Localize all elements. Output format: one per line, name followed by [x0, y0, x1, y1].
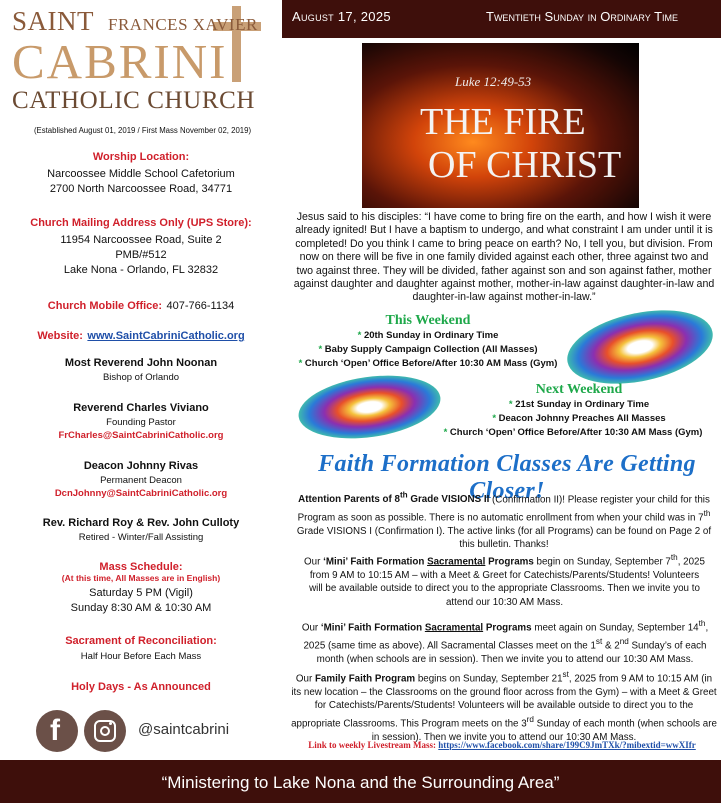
- worship-line2: 2700 North Narcoossee Road, 34771: [49, 183, 233, 195]
- clergy-title: Founding Pastor: [106, 417, 176, 428]
- clergy-deacon: [0, 459, 282, 500]
- facebook-icon[interactable]: f: [36, 710, 78, 752]
- holy-days-text: Holy Days - As Announced: [71, 681, 211, 693]
- logo-cabrini: CABRINI: [12, 34, 228, 89]
- ff-paragraph-1: Attention Parents of 8th Grade VISIONS II (Confirmation II)! Please register your child for this Program as soon as possible. There is no automatic enrollment from when your child was in 7th Grade VISIONS I (Confirmation I). The active links (for all Programs) can be found on Page 2 of this bulletin. Thanks!: [296, 491, 712, 551]
- liturgical-sunday: Twentieth Sunday in Ordinary Time: [486, 9, 679, 24]
- worship-section: [0, 151, 282, 197]
- list-item: * Deacon Johnny Preaches All Masses: [492, 413, 666, 424]
- mailing-line3: Lake Nona - Orlando, FL 32832: [63, 264, 219, 276]
- clergy-name: Reverend Charles Viviano: [73, 402, 209, 414]
- list-item: * Church ‘Open’ Office Before/After 10:30 AM Mass (Gym): [443, 427, 703, 438]
- holy-days: [0, 681, 282, 693]
- mass-line2: Sunday 8:30 AM & 10:30 AM: [70, 602, 212, 614]
- clergy-pastor: [0, 401, 282, 442]
- swirl-graphic: [295, 367, 445, 446]
- list-item: * 21st Sunday in Ordinary Time: [508, 399, 650, 410]
- this-weekend-heading: This Weekend: [385, 313, 471, 328]
- mass-note: (At this time, All Masses are in English): [61, 573, 221, 583]
- website-label: Website:: [37, 330, 83, 342]
- list-item: * Church ‘Open’ Office Before/After 10:30 AM Mass (Gym): [298, 358, 558, 369]
- mailing-heading: Church Mailing Address Only (UPS Store):: [30, 217, 252, 229]
- website-link[interactable]: www.SaintCabriniCatholic.org: [87, 330, 245, 342]
- social-handle[interactable]: @saintcabrini: [138, 721, 230, 738]
- bulletin-date: August 17, 2025: [292, 9, 391, 24]
- mobile-office: [0, 296, 282, 314]
- livestream-link[interactable]: https://www.facebook.com/share/199C9JmTXk/?mibextid=wwXIfr: [438, 740, 696, 750]
- clergy-name: Deacon Johnny Rivas: [83, 460, 199, 472]
- mobile-label: Church Mobile Office:: [47, 300, 163, 312]
- reconciliation-text: Half Hour Before Each Mass: [80, 651, 202, 662]
- clergy-email[interactable]: DcnJohnny@SaintCabriniCatholic.org: [54, 488, 228, 499]
- list-item: * Baby Supply Campaign Collection (All Masses): [318, 344, 538, 355]
- livestream-row: [287, 740, 717, 750]
- clergy-title: Retired - Winter/Fall Assisting: [78, 532, 204, 543]
- faith-formation-title: Faith Formation Classes Are Getting Closer!: [318, 451, 696, 504]
- reconciliation: [0, 635, 282, 663]
- next-weekend-block: [440, 382, 718, 440]
- banner-title-line2: OF CHRIST: [428, 144, 622, 186]
- worship-line1: Narcoossee Middle School Cafetorium: [47, 168, 235, 180]
- mobile-number[interactable]: 407-766-1134: [166, 300, 235, 312]
- website-row: [0, 326, 282, 344]
- mailing-section: [0, 217, 282, 278]
- clergy-retired: [0, 516, 282, 544]
- clergy-name: Most Reverend John Noonan: [64, 357, 218, 369]
- ff-paragraph-3: Our ‘Mini’ Faith Formation Sacramental Programs meet again on Sunday, September 14th, 2025 (same time as above). All Sacramental Classes meet on the 1st & 2nd Sunday’s of each month (when schools are in session). Then we invite you to attend our 10:30 AM Mass.: [301, 619, 709, 665]
- list-item: * 20th Sunday in Ordinary Time: [357, 330, 499, 341]
- mailing-line1: 11954 Narcoossee Road, Suite 2: [60, 234, 222, 246]
- clergy-bishop: [0, 356, 282, 384]
- clergy-title: Permanent Deacon: [100, 475, 182, 486]
- clergy-name: Rev. Richard Roy & Rev. John Culloty: [42, 517, 240, 529]
- mailing-line2: PMB/#512: [115, 249, 167, 261]
- logo-frances-xavier: FRANCES XAVIER: [108, 15, 258, 34]
- clergy-title: Bishop of Orlando: [102, 372, 180, 383]
- clergy-email[interactable]: FrCharles@SaintCabriniCatholic.org: [58, 430, 224, 441]
- reconciliation-heading: Sacrament of Reconciliation:: [65, 635, 217, 647]
- next-weekend-heading: Next Weekend: [535, 382, 623, 397]
- worship-heading: Worship Location:: [92, 151, 190, 163]
- banner-title-line1: THE FIRE: [420, 101, 586, 143]
- instagram-icon[interactable]: [84, 710, 126, 752]
- gospel-text: Jesus said to his disciples: “I have come to bring fire on the earth, and how I wish it were already ignited! But I have a baptism to undergo, and what constraint I am under until it is completed! Do you think I came to bring peace on earth? No, I tell you, but division. From now on there will be five in one family divided against each other, three against two and two against three. They will be divided, father against son and son against father, mother against daughter and daughter against mother, mother-in-law against daughter-in-law and daughter-in-law against mother-in-law.”: [293, 211, 715, 304]
- this-weekend-block: [290, 313, 566, 371]
- ff-paragraph-2: Our ‘Mini’ Faith Formation Sacramental Programs begin on Sunday, September 7th, 2025 from 9 AM to 10:15 AM – with a Meet & Greet for Catechists/Parents/Students! Volunteers will be available outside to direct you to the appropriate Classrooms. Then we invite you to attend our 10:30 AM Mass.: [304, 553, 705, 609]
- mass-schedule: [0, 561, 282, 616]
- livestream-label: Link to weekly Livestream Mass:: [308, 740, 437, 750]
- logo-catholic-church: CATHOLIC CHURCH: [12, 87, 256, 114]
- mass-line1: Saturday 5 PM (Vigil): [89, 587, 193, 599]
- mass-heading: Mass Schedule:: [99, 561, 183, 573]
- established-note: (Established August 01, 2019 / First Mass November 02, 2019): [33, 126, 252, 135]
- logo-saint: SAINT: [12, 6, 94, 36]
- ff-paragraph-4: Our Family Faith Program begins on Sunday, September 21st, 2025 from 9 AM to 10:15 AM (in its new location – the Classrooms on the ground floor across from the Gym) – with a Meet & Greet for Catechists/Parents/Students! Volunteers will be available outside to direct you to the appropriate Classrooms. This Program meets on the 3rd Sunday of each month (when schools are in session). Then we invite you to attend our 10:30 AM Mass.: [291, 670, 717, 743]
- banner-reference: Luke 12:49-53: [455, 74, 532, 89]
- footer-tagline: “Ministering to Lake Nona and the Surrounding Area”: [161, 773, 560, 792]
